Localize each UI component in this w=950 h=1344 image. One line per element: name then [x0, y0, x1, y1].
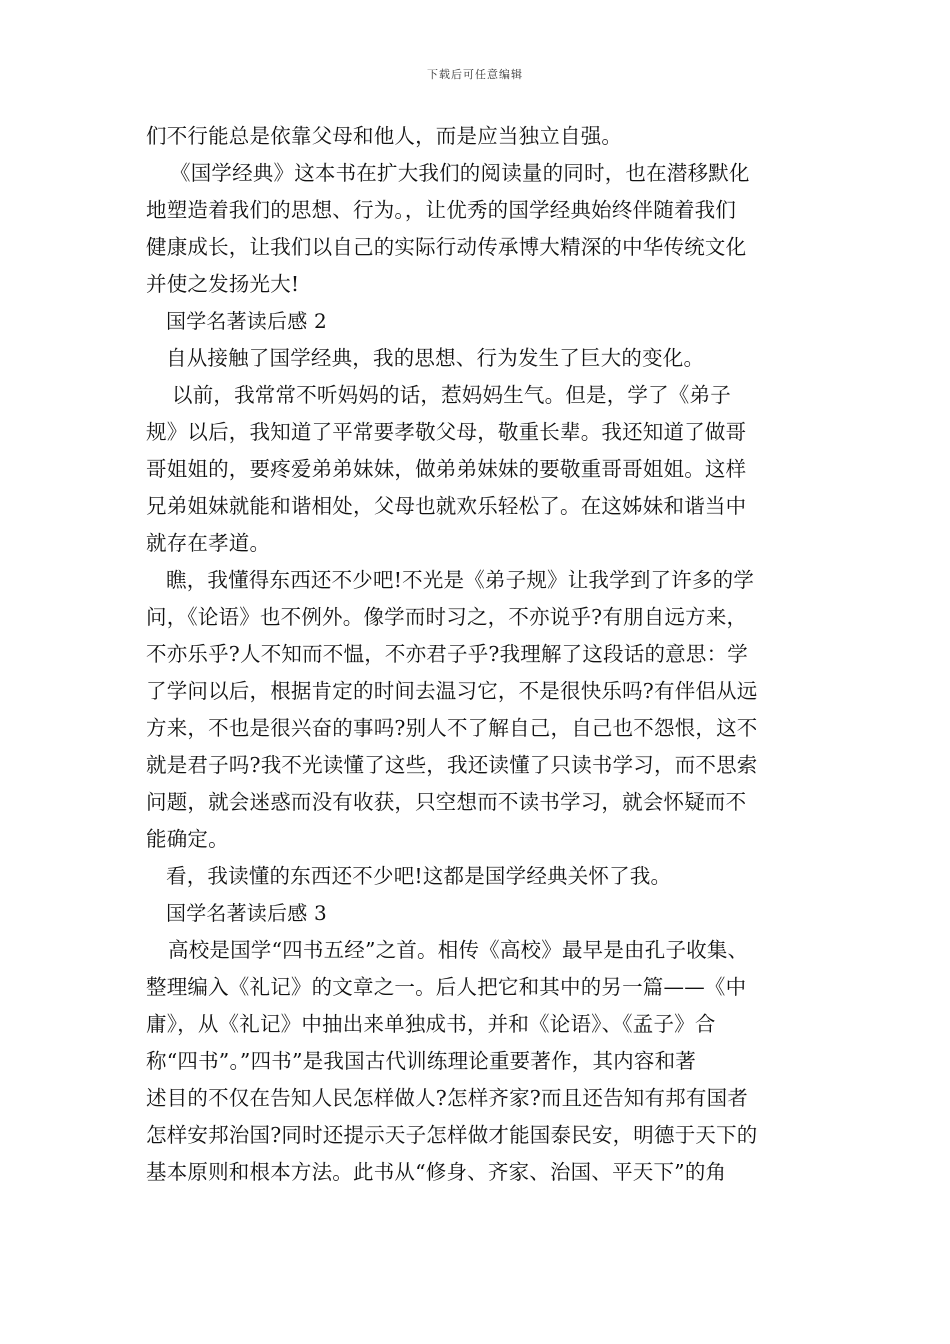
text-line: 就存在孝道。	[146, 531, 271, 555]
text-line: 瞧，我懂得东西还不少吧!不光是《弟子规》让我学到了许多的学	[166, 568, 755, 592]
text-line: 问题，就会迷惑而没有收获，只空想而不读书学习，就会怀疑而不	[146, 790, 747, 814]
text-line: 哥姐姐的，要疼爱弟弟妹妹，做弟弟妹妹的要敬重哥哥姐姐。这样	[146, 457, 747, 481]
text-line: 兄弟姐妹就能和谐相处，父母也就欢乐轻松了。在这姊妹和谐当中	[146, 494, 747, 518]
document-body	[146, 118, 811, 1191]
text-line: 们不行能总是依靠父母和他人，而是应当独立自强。	[146, 124, 623, 148]
text-line: 《国学经典》这本书在扩大我们的阅读量的同时，也在潜移默化	[170, 161, 750, 185]
text-line: 以前，我常常不听妈妈的话，惹妈妈生气。但是，学了《弟子	[172, 383, 731, 407]
text-line: 基本原则和根本方法。此书从“修身、齐家、治国、平天下”的角	[146, 1160, 727, 1184]
text-line: 健康成长，让我们以自己的实际行动传承博大精深的中华传统文化	[146, 235, 747, 259]
text-line: 称“四书”。”四书”是我国古代训练理论重要著作，其内容和著	[146, 1049, 696, 1073]
text-line: 自从接触了国学经典，我的思想、行为发生了巨大的变化。	[166, 346, 705, 370]
text-line: 看，我读懂的东西还不少吧!这都是国学经典关怀了我。	[166, 864, 672, 888]
text-line: 庸》，从《礼记》中抽出来单独成书，并和《论语》、《孟子》合	[146, 1012, 716, 1036]
section-heading: 国学名著读后感 3	[166, 901, 327, 925]
text-line: 不亦乐乎?人不知而不愠，不亦君子乎?我理解了这段话的意思：学	[146, 642, 748, 666]
text-line: 就是君子吗?我不光读懂了这些，我还读懂了只读书学习，而不思索	[146, 753, 758, 777]
text-line: 能确定。	[146, 827, 229, 851]
text-line: 问，《论语》也不例外。像学而时习之，不亦说乎?有朋自远方来，	[146, 605, 748, 629]
text-line: 并使之发扬光大!	[146, 272, 300, 296]
text-line: 高校是国学“四书五经”之首。相传《高校》最早是由孔子收集、	[168, 938, 749, 962]
section-heading: 国学名著读后感 2	[166, 309, 327, 333]
page-header: 下载后可任意编辑	[427, 68, 523, 81]
text-line: 规》以后，我知道了平常要孝敬父母，敬重长辈。我还知道了做哥	[146, 420, 747, 444]
text-line: 怎样安邦治国?同时还提示天子怎样做才能国泰民安，明德于天下的	[146, 1123, 758, 1147]
text-line: 方来，不也是很兴奋的事吗?别人不了解自己，自己也不怨恨，这不	[146, 716, 758, 740]
text-line: 述目的不仅在告知人民怎样做人?怎样齐家?而且还告知有邦有国者	[146, 1086, 748, 1110]
text-line: 地塑造着我们的思想、行为。，让优秀的国学经典始终伴随着我们	[146, 198, 737, 222]
text-line: 整理编入《礼记》的文章之一。后人把它和其中的另一篇——《中	[146, 975, 747, 999]
text-line: 了学问以后，根据肯定的时间去温习它，不是很快乐吗?有伴侣从远	[146, 679, 758, 703]
